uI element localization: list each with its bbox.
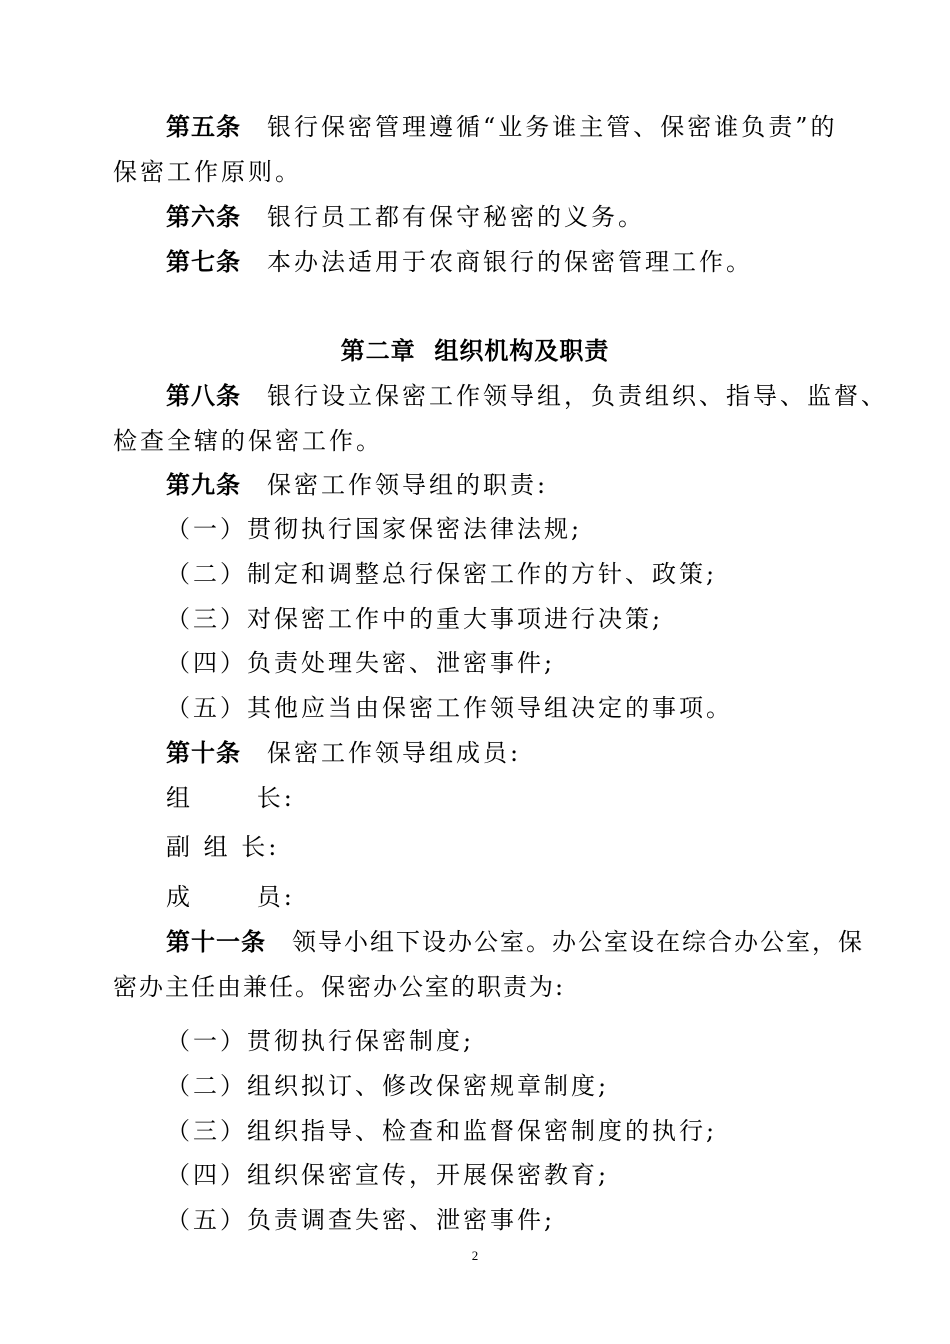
article-10-label: 第十条 [166,738,241,767]
article-11-item-3: （三）组织指导、检查和监督保密制度的执行; [166,1117,718,1145]
article-9-item-4: （四）负责处理失密、泄密事件; [166,649,556,677]
article-5-line-1 [166,112,838,142]
article-11-label: 第十一条 [166,927,266,956]
article-9-item-2: （二）制定和调整总行保密工作的方针、政策; [166,560,718,588]
article-7-label: 第七条 [166,247,241,276]
article-7-text: 本办法适用于农商银行的保密管理工作。 [267,248,753,276]
article-8-line-2: 检查全辖的保密工作。 [113,427,383,455]
article-6-text: 银行员工都有保守秘密的义务。 [267,203,645,231]
member-members: 成 员: [166,883,295,911]
article-8-label: 第八条 [166,381,241,410]
article-11-line-1 [166,927,864,957]
article-7 [166,247,753,277]
article-6-label: 第六条 [166,202,241,231]
article-11-item-1: （一）贯彻执行保密制度; [166,1027,475,1055]
article-11-item-5: （五）负责调查失密、泄密事件; [166,1206,556,1234]
article-11-text: 领导小组下设办公室。办公室设在综合办公室，保 [292,928,864,956]
page-number: 2 [471,1248,479,1263]
article-8-line-1 [166,381,888,411]
article-9-item-5: （五）其他应当由保密工作领导组决定的事项。 [166,694,733,722]
chapter-2-heading: 第二章 组织机构及职责 [340,336,610,365]
article-9-item-3: （三）对保密工作中的重大事项进行决策; [166,605,664,633]
article-11-item-4: （四）组织保密宣传，开展保密教育; [166,1161,610,1189]
article-9-text: 保密工作领导组的职责: [267,471,549,499]
article-10 [166,738,521,768]
article-11-item-2: （二）组织拟订、修改保密规章制度; [166,1072,610,1100]
article-9-label: 第九条 [166,470,241,499]
article-5-label: 第五条 [166,112,241,141]
article-11-line-2: 密办主任由兼任。保密办公室的职责为: [113,973,566,1001]
article-9-item-1: （一）贯彻执行国家保密法律法规; [166,515,583,543]
article-9 [166,470,548,500]
member-deputy-leader: 副 组 长: [166,833,280,861]
article-5-line-2: 保密工作原则。 [113,158,302,186]
article-6 [166,202,645,232]
member-leader: 组 长: [166,784,295,812]
article-10-text: 保密工作领导组成员: [267,739,522,767]
article-5-text: 银行保密管理遵循“业务谁主管、保密谁负责”的 [267,113,838,141]
article-8-text: 银行设立保密工作领导组，负责组织、指导、监督、 [267,382,888,410]
